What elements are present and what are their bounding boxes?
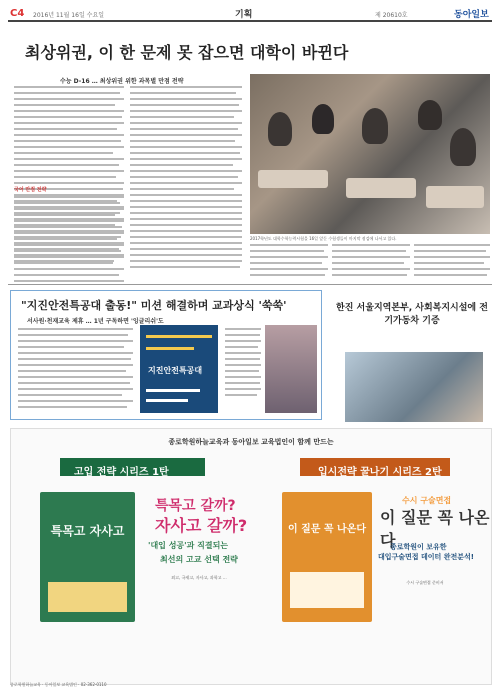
article2-photo bbox=[265, 325, 317, 413]
ad-left-heading-1: 특목고 갈까? bbox=[155, 498, 236, 514]
ad-title: 종로학원하늘교육과 동아일보 교육법인이 함께 만드는 bbox=[168, 438, 334, 446]
ad-right-small: 수시 구술면접 준비서 bbox=[406, 580, 444, 585]
right-series-title: 입시전략 꿀나기 시리즈 2탄 bbox=[318, 467, 442, 478]
article1-column-5 bbox=[414, 244, 490, 280]
section-number: C4 bbox=[10, 8, 25, 19]
ad-left-tagline-1: '대입 성공'과 직결되는 bbox=[148, 541, 229, 550]
issue-date: 2016년 11월 16일 수요일 bbox=[33, 12, 105, 19]
left-book-title: 특목고 자사고 bbox=[50, 524, 125, 538]
article2-title: "지진안전특공대 출동!" 미션 해결하며 교과상식 '쑥쑥' bbox=[21, 299, 287, 312]
article2-column-1 bbox=[18, 328, 133, 412]
subtitle-red: 국어 만점 전략 bbox=[14, 187, 47, 193]
issue-number: 제 20610호 bbox=[375, 12, 408, 19]
article1-column-2b bbox=[130, 200, 242, 272]
ad-footer: 종로학원하늘교육 · 동아일보 교육법인 · 02-362-0110 bbox=[10, 682, 107, 687]
header-rule bbox=[8, 20, 492, 22]
ad-right-tagline-1: 종로학원이 보유한 bbox=[390, 543, 447, 551]
main-headline: 최상위권, 이 한 문제 못 잡으면 대학이 바뀐다 bbox=[25, 43, 349, 62]
ad-right-tagline-2: 대입구술면접 데이터 완전분석! bbox=[378, 553, 474, 561]
section-divider bbox=[8, 284, 492, 285]
article3-title: 한진 서울지역본부, 사회복지시설에 전기가동차 기증 bbox=[336, 303, 488, 326]
article1-column-4 bbox=[332, 244, 410, 280]
article2-column-2 bbox=[225, 328, 261, 400]
section-category: 기획 bbox=[235, 10, 253, 20]
ad-left-tagline-2: 최선의 고교 선택 전략 bbox=[160, 555, 238, 564]
article3-header bbox=[333, 300, 491, 326]
poster-title: 지진안전특공대 bbox=[148, 366, 203, 375]
article2-tagline: 서사원·천재교육 제휴 … 1년 구독하면 '잉글리쉬'도 bbox=[27, 318, 164, 325]
article1-column-1b bbox=[14, 186, 124, 286]
ad-left-heading-2: 자사고 갈까? bbox=[155, 516, 248, 535]
newspaper-logo: 동아일보 bbox=[454, 10, 489, 20]
left-book-cover bbox=[40, 492, 135, 622]
article1-column-3 bbox=[250, 244, 328, 280]
classroom-photo bbox=[250, 74, 490, 234]
ad-left-small: 외고, 국제고, 자사고, 과학고 … bbox=[171, 575, 227, 580]
left-series-title: 고입 전략 시리즈 1탄 bbox=[74, 467, 169, 478]
article3-photo bbox=[345, 352, 483, 422]
main-subhead: 수능 D-16 … 최상위권 위한 과목별 만점 전략 bbox=[60, 78, 184, 85]
right-book-cover bbox=[282, 492, 372, 622]
article2-poster bbox=[140, 325, 218, 413]
right-book-title: 이 질문 꼭 나온다 bbox=[287, 524, 367, 535]
ad-right-heading: 이 질문 꼭 나온다 bbox=[380, 508, 490, 550]
ad-right-top: 수시 구술면접 bbox=[402, 496, 452, 505]
photo-caption: 2017학년도 대학수학능력시험을 16일 앞둔 수험생들이 마지막 점검에 나서고 있다. bbox=[250, 236, 397, 241]
